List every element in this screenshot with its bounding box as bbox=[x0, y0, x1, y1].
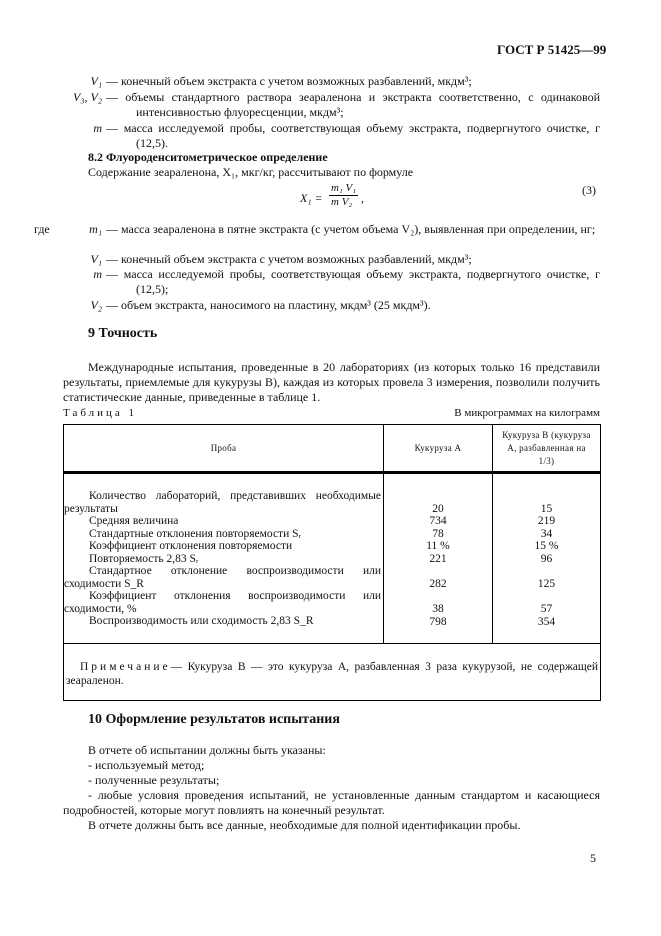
section-10-line: - полученные результаты; bbox=[88, 773, 220, 787]
term: m bbox=[93, 267, 102, 281]
cell-b: 34 bbox=[540, 527, 553, 540]
term: m₁ bbox=[89, 222, 102, 236]
cell-a: 734 bbox=[429, 515, 447, 528]
section-9-paragraph: Международные испытания, проведенные в 20 лабораториях (из которых только 16 представили результаты, приемлемые для кукурузы В), каждая из которых провела 3 измерения, позволили получить статистические данные, приведенные в таблице 1. bbox=[63, 360, 600, 404]
section-10-line: В отчете об испытании должны быть указаны: bbox=[88, 743, 326, 757]
note-text: — Кукуруза В — это кукуруза А, разбавленная 3 раза кукурузой, не содержащей зеараленон. bbox=[66, 660, 598, 687]
table-row-label: Коэффициент отклонения воспроизводимости или сходимости, % bbox=[64, 590, 381, 615]
cell-a: 282 bbox=[429, 578, 447, 591]
definition bbox=[30, 252, 600, 267]
standard-header: ГОСТ Р 51425—99 bbox=[497, 42, 607, 57]
definition-text: — конечный объем экстракта с учетом возможных разбавлений, мкдм³; bbox=[106, 74, 472, 88]
precision-table bbox=[63, 424, 601, 701]
cell-a: 798 bbox=[429, 615, 447, 628]
term: V₁ bbox=[90, 74, 102, 88]
header-sample: Проба bbox=[64, 425, 384, 473]
formula-denominator: m V₂ bbox=[331, 196, 353, 208]
cell-b: 15 % bbox=[534, 540, 559, 553]
cell-a: 78 bbox=[432, 527, 444, 540]
table-body bbox=[64, 473, 601, 644]
labels-column bbox=[64, 473, 384, 644]
definition bbox=[30, 74, 600, 89]
formula-lhs: X₁ = bbox=[300, 191, 323, 205]
section-8-2-intro: Содержание зеараленона, X₁, мкг/кг, рассчитывают по формуле bbox=[88, 165, 414, 179]
table-units: В микрограммах на килограмм bbox=[454, 407, 600, 419]
term: V₃, V₂ bbox=[72, 90, 102, 104]
term: V₁ bbox=[90, 252, 102, 266]
cell-a: 11 % bbox=[426, 540, 450, 553]
page-number: 5 bbox=[590, 851, 596, 865]
definition bbox=[30, 298, 600, 313]
corn-a-column bbox=[384, 473, 493, 644]
cell-b: 15 bbox=[540, 502, 553, 515]
definition-text: — масса исследуемой пробы, соответствующая объему экстракта, подвергнутого очистке, г (12,5); bbox=[106, 267, 600, 296]
section-10-line: В отчете должны быть все данные, необходимые для полной идентификации пробы. bbox=[88, 818, 521, 832]
term: m bbox=[93, 121, 102, 135]
cell-a: 221 bbox=[429, 552, 447, 565]
section-10-title: 10 Оформление результатов испытания bbox=[88, 712, 340, 727]
corn-b-column bbox=[493, 473, 601, 644]
section-10-line: - любые условия проведения испытаний, не установленные данным стандартом и касающиеся подробностей, которые могут повлиять на конечный результат. bbox=[63, 788, 600, 817]
definition bbox=[30, 222, 600, 237]
definition bbox=[30, 121, 600, 151]
definition-text: — масса исследуемой пробы, соответствующая объему экстракта, подвергнутого очистке, г (12,5). bbox=[106, 121, 600, 150]
header-corn-a: Кукуруза А bbox=[384, 425, 493, 473]
definition-text: — объем экстракта, наносимого на пластину, мкдм³ (25 мкдм³). bbox=[106, 298, 431, 312]
definition-text: — масса зеараленона в пятне экстракта (с учетом объема V₂), выявленная при определении, нг; bbox=[106, 222, 596, 236]
header-corn-b: Кукуруза В (кукуруза А, разбавленная на 1/3) bbox=[493, 425, 601, 473]
cell-b: 354 bbox=[537, 615, 556, 628]
definition-text: — объемы стандартного раствора зеараленона и экстракта соответственно, с одинаковой интенсивностью флуоресценции, мкдм³; bbox=[106, 90, 600, 119]
table-row-label: Повторяемость 2,83 Sᵣ bbox=[89, 552, 199, 565]
cell-a: 38 bbox=[432, 603, 444, 616]
table-note bbox=[64, 643, 601, 700]
section-10-line: - используемый метод; bbox=[88, 758, 205, 772]
table-row-label: Воспроизводимость или сходимость 2,83 S_R bbox=[89, 615, 314, 628]
where-label: где bbox=[34, 222, 50, 236]
formula-comma: , bbox=[361, 191, 364, 205]
section-8-2-title: 8.2 Флуороденситометрическое определение bbox=[88, 150, 328, 164]
note-label: Примечание bbox=[80, 660, 171, 673]
table-caption: Таблица 1 bbox=[63, 407, 138, 419]
cell-b: 125 bbox=[537, 578, 556, 591]
cell-a: 20 bbox=[432, 502, 444, 515]
cell-b: 96 bbox=[540, 552, 553, 565]
definition bbox=[30, 267, 600, 297]
table-row-label: Количество лабораторий, представивших необходимые результаты bbox=[64, 490, 381, 515]
table-row-label: Коэффициент отклонения повторяемости bbox=[89, 540, 293, 553]
table-row-label: Стандартное отклонение воспроизводимости или сходимости S_R bbox=[64, 565, 381, 590]
table-header-row bbox=[64, 425, 601, 473]
definition bbox=[30, 90, 600, 120]
term: V₂ bbox=[90, 298, 102, 312]
cell-b: 219 bbox=[537, 515, 556, 528]
table-row-label: Средняя величина bbox=[89, 515, 179, 527]
section-9-title: 9 Точность bbox=[88, 326, 158, 341]
table-note-row bbox=[64, 643, 601, 700]
table-row-label: Стандартные отклонения повторяемости Sᵣ bbox=[89, 527, 302, 540]
definition-text: — конечный объем экстракта с учетом возможных разбавлений, мкдм³; bbox=[106, 252, 472, 266]
cell-b: 57 bbox=[540, 603, 553, 616]
formula-numerator: m₁ V₁ bbox=[331, 182, 357, 194]
equation-number: (3) bbox=[582, 183, 596, 197]
